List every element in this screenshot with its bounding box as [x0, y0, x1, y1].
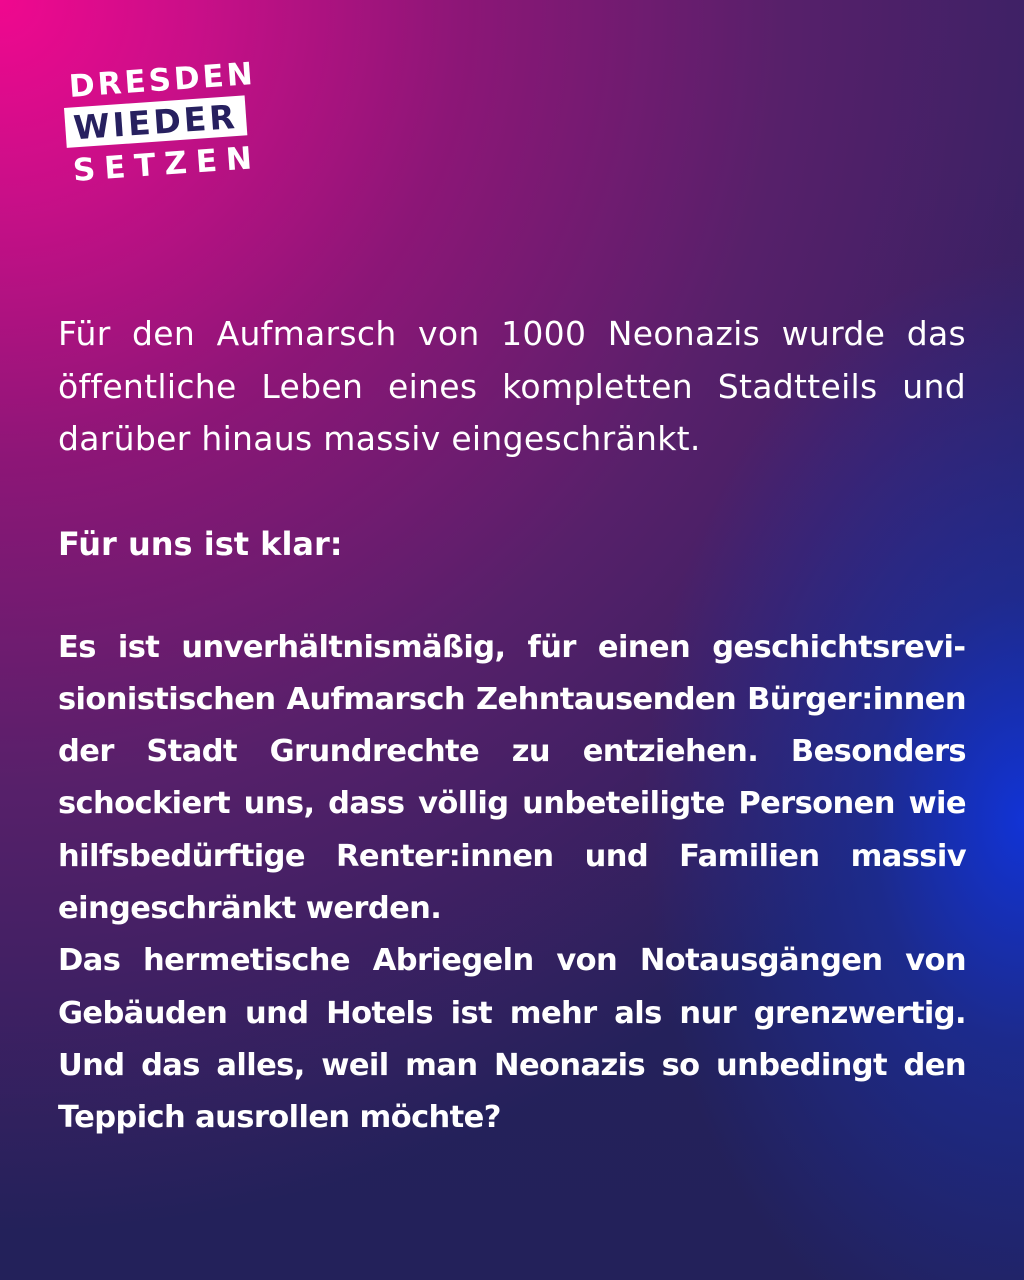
statement-heading: Für uns ist klar:: [58, 524, 343, 563]
statement-paragraph-2: Das hermetische Abriegeln von Notausgängen von Gebäuden und Hotels ist mehr als nur grenzwertig. Und das alles, weil man Neonazis so unbedingt den Teppich ausrollen möchte?: [58, 943, 966, 1136]
post-text-content: [58, 308, 966, 1144]
intro-paragraph: Für den Aufmarsch von 1000 Neonazis wurde das öffentliche Leben eines kompletten Stadtteils und darüber hinaus massiv eingeschränkt.: [58, 314, 966, 458]
logo-line-wieder: WIEDER: [72, 96, 239, 148]
logo-line-setzen: SETZEN: [71, 139, 263, 189]
logo-line-dresden: DRESDEN: [67, 55, 257, 105]
logo-dresden-wiedersetzen: [64, 55, 294, 198]
statement-paragraph-1: Es ist unverhältnismäßig, für einen geschichtsrevisionistischen Aufmarsch Zehntausenden Bürger:innen der Stadt Grundrechte zu entziehen. Besonders schockiert uns, dass völlig unbeteiligte Personen wie hilfsbedürftige Renter:innen und Familien massiv eingeschränkt werden.: [58, 629, 966, 926]
